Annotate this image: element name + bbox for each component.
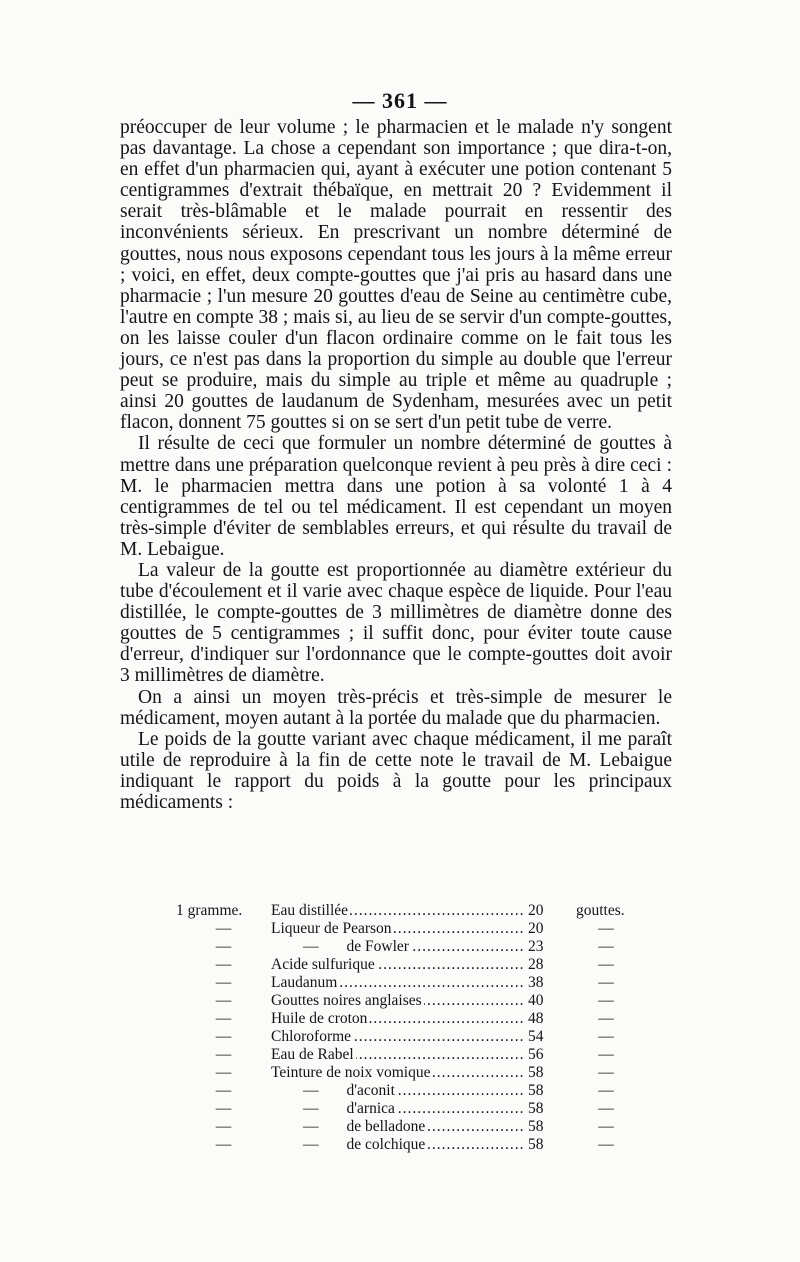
table-row	[176, 1100, 636, 1118]
unit-cell: —	[598, 1100, 614, 1117]
paragraph: Le poids de la goutte variant avec chaque médicament, il me paraît utile de reproduire à la fin de cette note le travail de M. Lebaigue indiquant le rapport du poids à la goutte pour les principaux médicaments :	[120, 728, 672, 813]
medicament-name: Laudanum .....	[271, 974, 524, 992]
medicament-name: Eau distillée .....	[271, 902, 524, 920]
table-row	[176, 956, 636, 974]
unit-cell: —	[598, 1118, 614, 1135]
unit-cell: —	[598, 974, 614, 991]
medicament-name: Acide sulfurique .....	[271, 956, 524, 974]
unit-cell: —	[598, 920, 614, 937]
drop-count: 58	[528, 1118, 544, 1135]
drop-count: 58	[528, 1100, 544, 1117]
drop-count: 38	[528, 974, 544, 991]
table-row	[176, 992, 636, 1010]
table-row	[176, 1010, 636, 1028]
table-row	[176, 1082, 636, 1100]
table-row	[176, 1136, 636, 1154]
table-row	[176, 1064, 636, 1082]
paragraph: On a ainsi un moyen très-précis et très-simple de mesurer le médicament, moyen autant à la portée du malade que du pharmacien.	[120, 686, 672, 729]
paragraph: Il résulte de ceci que formuler un nombre déterminé de gouttes à mettre dans une préparation quelconque revient à peu près à dire ceci : M. le pharmacien mettra dans une potion à sa volonté 1 à 4 centigrammes de tel ou tel médicament. Il est cependant un moyen très-simple d'éviter de semblables erreurs, et qui résulte du travail de M. Lebaigue.	[120, 433, 672, 560]
quantity-cell: —	[215, 1010, 232, 1027]
table-row	[176, 1028, 636, 1046]
medicament-name: — de Fowler .....	[271, 938, 524, 956]
table-row	[176, 938, 636, 956]
paragraph: préoccuper de leur volume ; le pharmacien et le malade n'y songent pas davantage. La chose a cependant son importance ; que dira-t-on, en effet d'un pharmacien qui, ayant à exécuter une potion contenant 5 centigrammes d'extrait thébaïque, en mettrait 20 ? Evidemment il serait très-blâmable et le malade pourrait en ressentir des inconvénients sérieux. En prescrivant un nombre déterminé de gouttes, nous nous exposons cependant tous les jours à la même erreur ; voici, en effet, deux compte-gouttes que j'ai pris au hasard dans une pharmacie ; l'un mesure 20 gouttes d'eau de Seine au centimètre cube, l'autre en compte 38 ; mais si, au lieu de se servir d'un compte-gouttes, on les laisse couler d'un flacon ordinaire comme on le fait tous les jours, ce n'est pas dans la proportion du simple au double que l'erreur peut se produire, mais du simple au triple et même au quadruple ; ainsi 20 gouttes de laudanum de Sydenham, mesurées avec un petit flacon, donnent 75 gouttes si on se sert d'un petit tube de verre.	[120, 117, 672, 434]
drop-weight-table	[176, 902, 636, 1154]
drop-count: 40	[528, 992, 544, 1009]
unit-cell: —	[598, 1136, 614, 1153]
ditto-mark: —	[303, 1118, 319, 1135]
medicament-name: Teinture de noix vomique .....	[271, 1064, 524, 1082]
quantity-cell: —	[215, 1100, 232, 1117]
medicament-name: Huile de croton .....	[271, 1010, 524, 1028]
unit-cell: —	[598, 938, 614, 955]
drop-count: 54	[528, 1028, 544, 1045]
quantity-cell: 1 gramme.	[176, 902, 243, 919]
body-text	[120, 117, 672, 813]
table-row	[176, 1046, 636, 1064]
unit-cell: —	[598, 992, 614, 1009]
table-row	[176, 920, 636, 938]
unit-cell: gouttes.	[576, 902, 625, 919]
quantity-cell: —	[215, 1118, 232, 1135]
drop-count: 58	[528, 1064, 544, 1081]
medicament-name: Liqueur de Pearson .....	[271, 920, 524, 938]
quantity-cell: —	[215, 956, 232, 973]
quantity-cell: —	[215, 1028, 232, 1045]
ditto-mark: —	[303, 1082, 319, 1099]
drop-count: 48	[528, 1010, 544, 1027]
unit-cell: —	[598, 1082, 614, 1099]
quantity-cell: —	[215, 1136, 232, 1153]
drop-count: 58	[528, 1136, 544, 1153]
unit-cell: —	[598, 1028, 614, 1045]
unit-cell: —	[598, 956, 614, 973]
medicament-name: Eau de Rabel .....	[271, 1046, 524, 1064]
medicament-name: Chloroforme .....	[271, 1028, 524, 1046]
table-row	[176, 974, 636, 992]
drop-count: 58	[528, 1082, 544, 1099]
medicament-name: — d'aconit .....	[271, 1082, 524, 1100]
quantity-cell: —	[215, 938, 232, 955]
ditto-mark: —	[303, 1136, 319, 1153]
unit-cell: —	[598, 1064, 614, 1081]
page-number: — 361 —	[352, 88, 448, 113]
drop-count: 28	[528, 956, 544, 973]
unit-cell: —	[598, 1010, 614, 1027]
drop-count: 23	[528, 938, 544, 955]
medicament-name: — d'arnica .....	[271, 1100, 524, 1118]
ditto-mark: —	[303, 938, 319, 955]
medicament-name: Gouttes noires anglaises .....	[271, 992, 524, 1010]
table-row	[176, 902, 636, 920]
unit-cell: —	[598, 1046, 614, 1063]
table-row	[176, 1118, 636, 1136]
ditto-mark: —	[303, 1100, 319, 1117]
drop-count: 20	[528, 920, 544, 937]
quantity-cell: —	[215, 920, 232, 937]
drop-count: 56	[528, 1046, 544, 1063]
paragraph: La valeur de la goutte est proportionnée au diamètre extérieur du tube d'écoulement et il varie avec chaque espèce de liquide. Pour l'eau distillée, le compte-gouttes de 3 millimètres de diamètre donne des gouttes de 5 centigrammes ; il suffit donc, pour éviter toute cause d'erreur, d'indiquer sur l'ordonnance que le compte-gouttes doit avoir 3 millimètres de diamètre.	[120, 559, 672, 687]
quantity-cell: —	[215, 1082, 232, 1099]
quantity-cell: —	[215, 992, 232, 1009]
medicament-name: — de colchique .....	[271, 1136, 524, 1154]
quantity-cell: —	[215, 974, 232, 991]
quantity-cell: —	[215, 1064, 232, 1081]
quantity-cell: —	[215, 1046, 232, 1063]
medicament-name: — de belladone .....	[271, 1118, 524, 1136]
drop-count: 20	[528, 902, 544, 919]
